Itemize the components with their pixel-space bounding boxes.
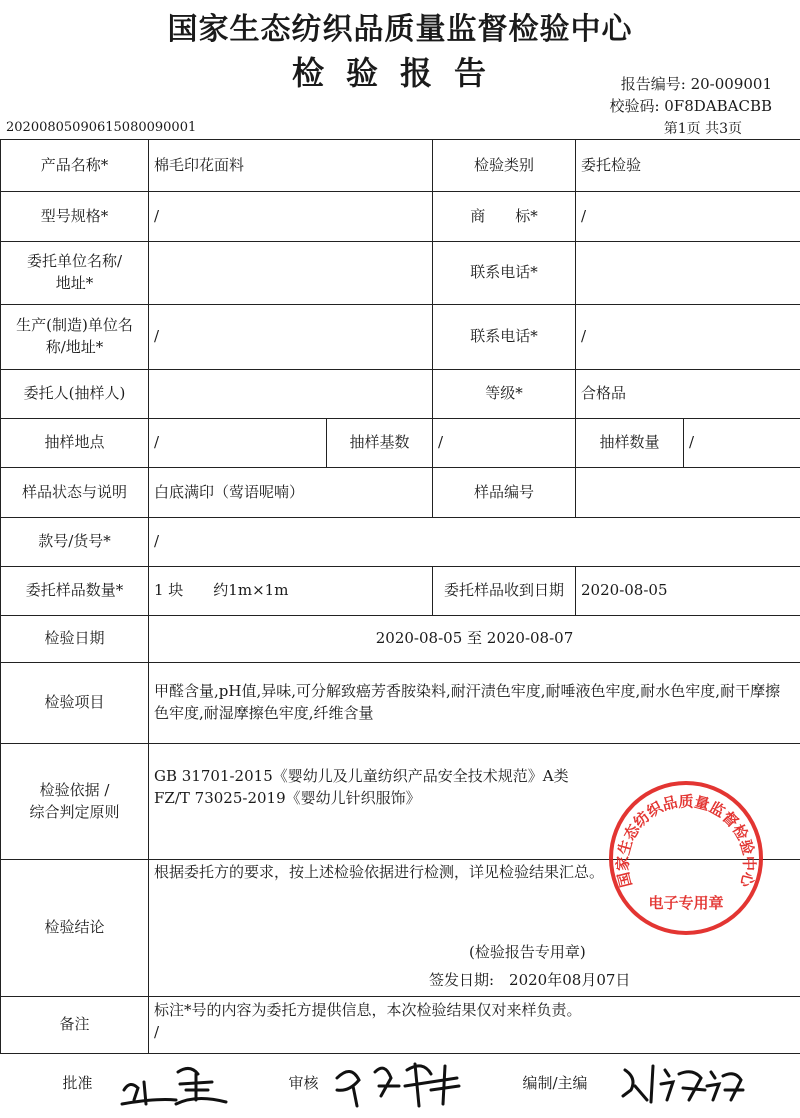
inspection-type-label: 检验类别 xyxy=(433,140,576,192)
entruster-label: 委托人(抽样人) xyxy=(1,370,149,419)
reviewer-signature xyxy=(331,1056,471,1108)
basis-standard-1: GB 31701-2015《婴幼儿及儿童纺织产品安全技术规范》A类 xyxy=(154,767,569,785)
conclusion-cell xyxy=(149,860,800,997)
brand-label: 商 标* xyxy=(433,192,576,242)
inspection-items-value: 甲醛含量,pH值,异味,可分解致癌芳香胺染料,耐汗渍色牢度,耐唾液色牢度,耐水色牢度,耐干摩擦色牢度,耐湿摩擦色牢度,纤维含量 xyxy=(149,663,800,744)
sampling-place-value: / xyxy=(149,419,327,468)
client-phone-label: 联系电话* xyxy=(433,242,576,305)
style-number-value: / xyxy=(149,518,800,567)
conclusion-text: 根据委托方的要求，按上述检验依据进行检测，详见检验结果汇总。 xyxy=(154,863,605,881)
sample-state-label: 样品状态与说明 xyxy=(1,468,149,518)
remarks-slash: / xyxy=(154,1022,160,1041)
client-phone-value xyxy=(576,242,800,305)
manufacturer-value: / xyxy=(149,305,433,370)
entruster-value xyxy=(149,370,433,419)
inspection-basis-label: 检验依据 / 综合判定原则 xyxy=(1,744,149,860)
inspection-date-label: 检验日期 xyxy=(1,616,149,663)
sampling-place-label: 抽样地点 xyxy=(1,419,149,468)
manufacturer-phone-value: / xyxy=(576,305,800,370)
approver-signature xyxy=(116,1060,236,1108)
client-label: 委托单位名称/ 地址* xyxy=(1,242,149,305)
sample-number-label: 样品编号 xyxy=(433,468,576,518)
basis-standard-2: FZ/T 73025-2019《婴幼儿针织服饰》 xyxy=(154,788,421,807)
product-name-label: 产品名称* xyxy=(1,140,149,192)
seal-ring-text: 国家生态纺织品质量监督检验中心 xyxy=(613,792,759,890)
conclusion-seal-note: (检验报告专用章) xyxy=(469,943,586,961)
compiler-label: 编制/主编 xyxy=(522,1074,588,1092)
inspection-basis-value xyxy=(149,744,800,860)
product-name-value: 棉毛印花面料 xyxy=(149,140,433,192)
manufacturer-phone-label: 联系电话* xyxy=(433,305,576,370)
reviewer-label: 审核 xyxy=(288,1074,319,1092)
remarks-text: 标注*号的内容为委托方提供信息，本次检验结果仅对来样负责。 xyxy=(154,1001,582,1019)
conclusion-label: 检验结论 xyxy=(1,860,149,997)
compiler-signature xyxy=(619,1060,747,1106)
signature-area xyxy=(1,1054,800,1112)
sample-number-value xyxy=(576,468,800,518)
remarks-cell xyxy=(149,997,800,1054)
report-title: 检验报告 xyxy=(291,54,508,92)
organization-title: 国家生态纺织品质量监督检验中心 xyxy=(167,12,633,47)
brand-value: / xyxy=(576,192,800,242)
seal-center-text: 电子专用章 xyxy=(648,894,724,912)
sampling-quantity-label: 抽样数量 xyxy=(576,419,684,468)
grade-label: 等级* xyxy=(433,370,576,419)
manufacturer-label: 生产(制造)单位名 称/地址* xyxy=(1,305,149,370)
check-code: 校验码: 0F8DABACBB xyxy=(609,97,772,115)
model-value: / xyxy=(149,192,433,242)
received-date-label: 委托样品收到日期 xyxy=(433,567,576,616)
sampling-base-label: 抽样基数 xyxy=(327,419,433,468)
sampling-quantity-value: / xyxy=(684,419,800,468)
serial-number: 20200805090615080090001 xyxy=(6,120,197,135)
client-value xyxy=(149,242,433,305)
model-label: 型号规格* xyxy=(1,192,149,242)
issue-date: 签发日期: 2020年08月07日 xyxy=(429,971,631,989)
page-indicator: 第1页 共3页 xyxy=(663,121,742,137)
sample-state-value: 白底满印（莺语呢喃） xyxy=(149,468,433,518)
entrusted-quantity-value: 1 块 约1m×1m xyxy=(149,567,433,616)
remarks-label: 备注 xyxy=(1,997,149,1054)
report-number: 报告编号: 20-009001 xyxy=(620,75,772,93)
inspection-date-value: 2020-08-05 至 2020-08-07 xyxy=(149,616,800,663)
grade-value: 合格品 xyxy=(576,370,800,419)
approver-label: 批准 xyxy=(62,1074,93,1092)
received-date-value: 2020-08-05 xyxy=(576,567,800,616)
report-table xyxy=(0,139,800,1112)
inspection-type-value: 委托检验 xyxy=(576,140,800,192)
entrusted-quantity-label: 委托样品数量* xyxy=(1,567,149,616)
sampling-base-value: / xyxy=(433,419,576,468)
inspection-items-label: 检验项目 xyxy=(1,663,149,744)
style-number-label: 款号/货号* xyxy=(1,518,149,567)
